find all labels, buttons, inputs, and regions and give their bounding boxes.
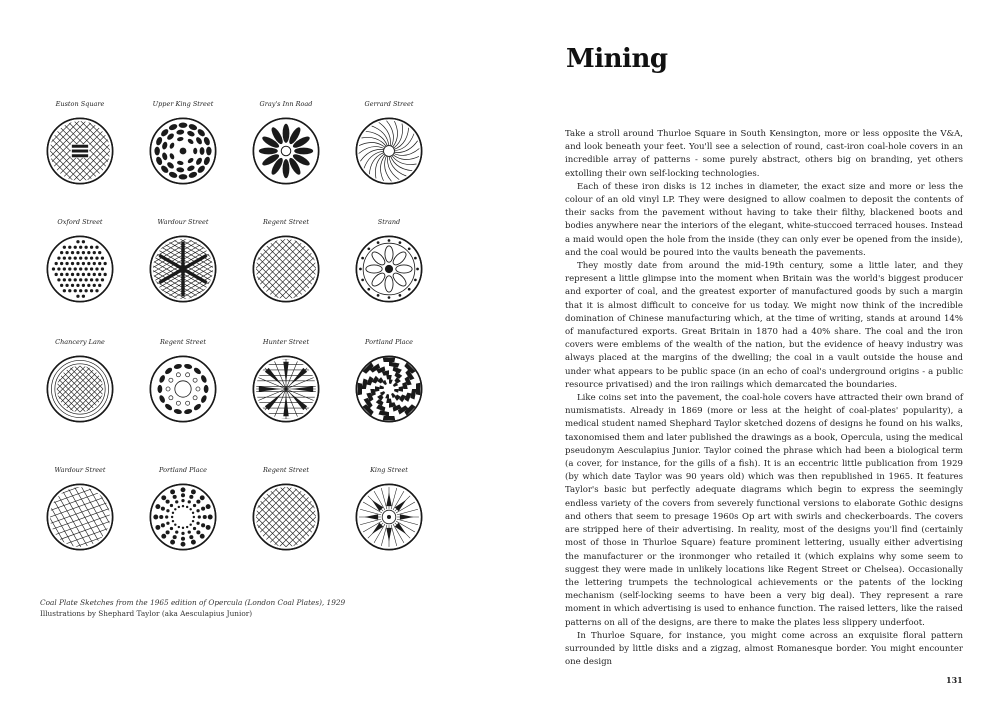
paragraph: Take a stroll around Thurloe Square in South Kensington, more or less opposite the V&A, and look beneath your feet. You'll see a selection of round, cast-iron coal-hole covers in an incredible array of patterns - some purely abstract, others big on branding, yet others extolling their own self-locking technologies. (565, 129, 963, 179)
coal-plate-label: Wardour Street (157, 218, 209, 226)
coal-plate-label: Strand (377, 218, 401, 226)
coal-plate-label: Chancery Lane (55, 338, 105, 346)
coal-plate-illustration (46, 235, 114, 303)
coal-plate (30, 100, 130, 220)
coal-plate-label: Portland Place (159, 466, 207, 474)
right-page (500, 0, 1000, 706)
coal-plate (30, 218, 130, 338)
caption-credit: Illustrations by Shephard Taylor (aka Aesculapius Junior) (40, 609, 253, 618)
coal-plate-illustration (149, 235, 217, 303)
coal-plate (339, 466, 439, 586)
coal-plate-illustration (252, 483, 320, 551)
paragraph: In Thurloe Square, for instance, you might come across an exquisite floral pattern surrounded by little disks and a zigzag, almost Romanesque border. You might encounter one design (565, 630, 963, 668)
coal-plate-illustration (46, 355, 114, 423)
coal-plate-illustration (355, 355, 423, 423)
coal-plate (339, 218, 439, 338)
coal-plate (133, 100, 233, 220)
coal-plate-illustration (252, 355, 320, 423)
figure-caption (40, 597, 370, 619)
paragraph: Each of these iron disks is 12 inches in diameter, the exact size and more or less the colour of an old vinyl LP. They were designed to allow coalmen to deposit the contents of their sacks from the pavement without having to take their filthy, blackened boots and bodies anywhere near the interiors of the elegant, white-stuccoed terraced houses. Instead a maid would open the hole from the inside (they can only ever be opened from the inside), and the coal would be poured into the vaults beneath the pavements. (565, 181, 963, 258)
caption-title: Coal Plate Sketches from the 1965 edition of Opercula (London Coal Plates), 1929 (40, 598, 346, 607)
coal-plate (339, 100, 439, 220)
coal-plate-illustration (355, 117, 423, 185)
coal-plate-illustration (149, 355, 217, 423)
article-title: Mining (566, 44, 668, 74)
coal-plate (133, 218, 233, 338)
coal-plate-illustration (149, 483, 217, 551)
coal-plate (133, 466, 233, 586)
coal-plate-label: Portland Place (365, 338, 413, 346)
paragraph: Like coins set into the pavement, the coal-hole covers have attracted their own brand of numismatists. Already in 1869 (more or less at the height of coal-plates' popularity), a medical student named Shephard Taylor sketched dozens of designs he found on his walks, taxonomised them and later published the drawings as a book, Opercula, using the medical pseudonym Aesculapius Junior. Taylor coined the phrase which had been a biological term (a cover, for instance, for the gills of a fish). It is an eccentric little publication from 1929 (by which date Taylor was 90 years old) which was then republished in 1965. It features Taylor's basic but perfectly adequate diagrams which begin to express the seemingly endless variety of the covers from severely functional versions to elaborate Gothic designs and others that seem to presage 1960s Op art with swirls and checkerboards. The covers are stripped here of their advertising. In reality, most of the designs you'll find (certainly most of those in Thurloe Square) feature prominent lettering, usually either advertising the manufacturer or the ironmonger who retailed it (which explains why some seem to suggest they were made in unlikely locations like Regent Street or Chelsea). Occasionally the lettering trumpets the technological achievements or the patents of the locking mechanism (self-locking seems to have been a very big deal). They represent a rare moment in which advertising is used to enhance function. The raised letters, like the raised patterns on all of the designs, are there to make the plates less slippery underfoot. (565, 393, 963, 628)
coal-plate (236, 466, 336, 586)
coal-plate-label: Hunter Street (262, 338, 310, 346)
coal-plate-label: Upper King Street (152, 100, 214, 108)
coal-plate-label: Gerrard Street (364, 100, 414, 108)
coal-plate-illustration (46, 117, 114, 185)
coal-plate-label: Regent Street (262, 466, 310, 474)
coal-plate-label: Gray's Inn Road (259, 100, 313, 108)
coal-plate-illustration (355, 235, 423, 303)
coal-plate (339, 338, 439, 458)
paragraph: They mostly date from around the mid-19th century, some a little later, and they represent a little glimpse into the moment when Britain was the world's biggest producer and exporter of coal, and the greatest exporter of manufactured goods by such a margin that it is almost difficult to conceive for us today. We might now think of the incredible domination of Chinese manufacturing which, at the time of writing, stands at around 14% of manufactured exports. Great Britain in 1870 had a 40% share. The coal and the iron covers were emblems of the wealth of the nation, but the evidence of heavy industry was always placed at the margins of the dwelling; the coal in a vault outside the house and under what appears to be public space (in an echo of coal's underground origins - a public resource privatised) and the iron railings which demarcated the boundaries. (565, 261, 963, 390)
coal-plate-label: King Street (370, 466, 408, 474)
coal-plate (236, 218, 336, 338)
coal-plate-illustration (355, 483, 423, 551)
coal-plate (30, 466, 130, 586)
coal-plate-label: Wardour Street (54, 466, 106, 474)
coal-plate-illustration (252, 235, 320, 303)
coal-plate-illustration (252, 117, 320, 185)
coal-plate (133, 338, 233, 458)
coal-plate-label: Regent Street (159, 338, 207, 346)
page-number: 131 (946, 675, 963, 685)
article-body (565, 128, 963, 669)
coal-plate-illustration (149, 117, 217, 185)
coal-plate-label: Oxford Street (57, 218, 103, 226)
coal-plate-illustration (46, 483, 114, 551)
coal-plate-label: Euston Square (55, 100, 105, 108)
coal-plate (30, 338, 130, 458)
coal-plate-label: Regent Street (262, 218, 310, 226)
coal-plate (236, 338, 336, 458)
coal-plate (236, 100, 336, 220)
